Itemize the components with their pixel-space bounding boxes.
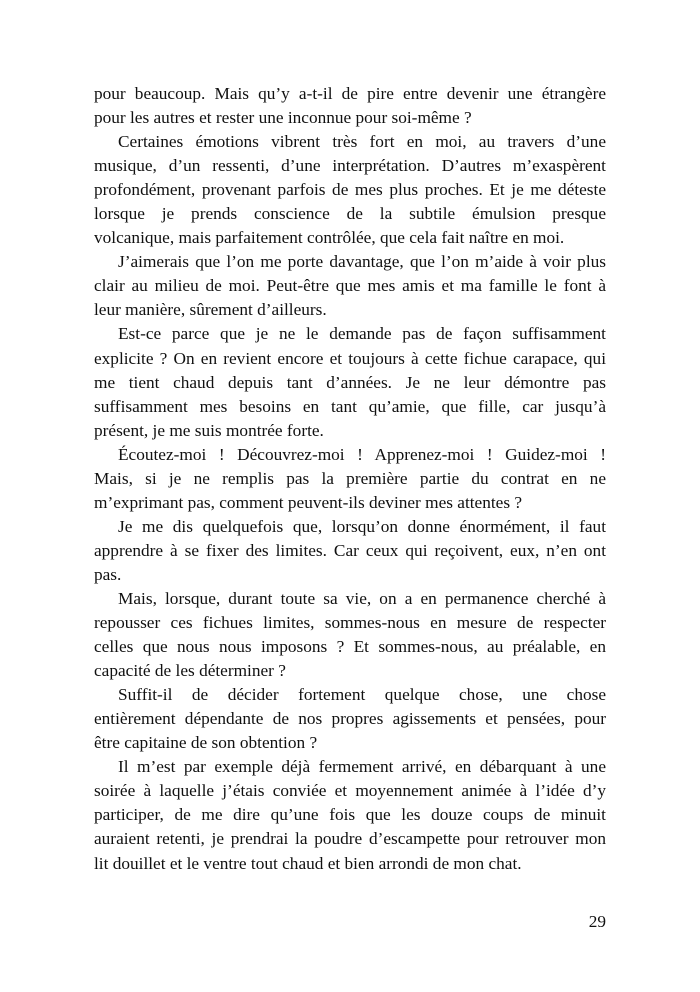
page-number: 29 <box>588 912 606 931</box>
text-line: Suffit-il de décider fortement quelque chose, une chose <box>118 685 606 705</box>
text-line: explicite ? On en revient encore et toujours à cette fichue carapace, qui <box>94 348 606 368</box>
paragraph <box>94 755 606 875</box>
text-line: capacité de les déterminer ? <box>94 661 286 681</box>
text-line: entièrement dépendante de nos propres agissements et pensées, pour <box>94 709 606 729</box>
text-line: Je me dis quelquefois que, lorsqu’on donne énormément, il faut <box>118 516 606 536</box>
text-line: leur manière, sûrement d’ailleurs. <box>94 300 327 320</box>
text-line: soirée à laquelle j’étais conviée et moyennement animée à l’idée d’y <box>94 781 606 801</box>
text-line: celles que nous nous imposons ? Et sommes-nous, au préalable, en <box>94 637 606 657</box>
text-line: auraient retenti, je prendrai la poudre d’escampette pour retrouver mon <box>94 829 606 849</box>
text-line: apprendre à se fixer des limites. Car ceux qui reçoivent, eux, n’en ont <box>94 540 606 560</box>
text-line: Est-ce parce que je ne le demande pas de façon suffisamment <box>118 324 606 344</box>
paragraph <box>94 130 606 250</box>
paragraph <box>94 515 606 587</box>
text-line: suffisamment mes besoins en tant qu’amie, que fille, car jusqu’à <box>94 396 606 416</box>
text-line: clair au milieu de moi. Peut-être que mes amis et ma famille le font à <box>94 276 606 296</box>
text-line: être capitaine de son obtention ? <box>94 733 318 753</box>
text-line: volcanique, mais parfaitement contrôlée, que cela fait naître en moi. <box>94 228 565 248</box>
text-line: pour beaucoup. Mais qu’y a-t-il de pire entre devenir une étrangère <box>94 84 606 103</box>
text-line: pas. <box>94 564 122 584</box>
text-line: J’aimerais que l’on me porte davantage, que l’on m’aide à voir plus <box>118 252 606 272</box>
text-line: profondément, provenant parfois de mes plus proches. Et je me déteste <box>94 180 606 200</box>
text-line: présent, je me suis montrée forte. <box>94 420 324 440</box>
text-line: musique, d’un ressenti, d’une interprétation. D’autres m’exaspèrent <box>94 156 606 176</box>
text-line: Il m’est par exemple déjà fermement arrivé, en débarquant à une <box>118 757 606 777</box>
paragraph <box>94 587 606 683</box>
text-line: lit douillet et le ventre tout chaud et bien arrondi de mon chat. <box>94 853 522 873</box>
text-line: Mais, lorsque, durant toute sa vie, on a en permanence cherché à <box>118 588 606 608</box>
text-line: Mais, si je ne remplis pas la première partie du contrat en ne <box>94 468 606 488</box>
paragraph <box>94 683 606 755</box>
text-line: Écoutez-moi ! Découvrez-moi ! Apprenez-moi ! Guidez-moi ! <box>118 444 606 464</box>
paragraph <box>94 82 606 130</box>
text-line: pour les autres et rester une inconnue pour soi-même ? <box>94 108 472 128</box>
paragraph <box>94 322 606 442</box>
text-line: repousser ces fichues limites, sommes-nous en mesure de respecter <box>94 613 606 633</box>
text-line: m’exprimant pas, comment peuvent-ils deviner mes attentes ? <box>94 492 523 512</box>
page-body-text <box>94 82 606 876</box>
paragraph <box>94 443 606 515</box>
paragraph <box>94 250 606 322</box>
text-line: Certaines émotions vibrent très fort en moi, au travers d’une <box>118 132 606 152</box>
text-line: participer, de me dire qu’une fois que les douze coups de minuit <box>94 805 606 825</box>
text-line: lorsque je prends conscience de la subtile émulsion presque <box>94 204 606 224</box>
text-line: me tient chaud depuis tant d’années. Je ne leur démontre pas <box>94 372 606 392</box>
